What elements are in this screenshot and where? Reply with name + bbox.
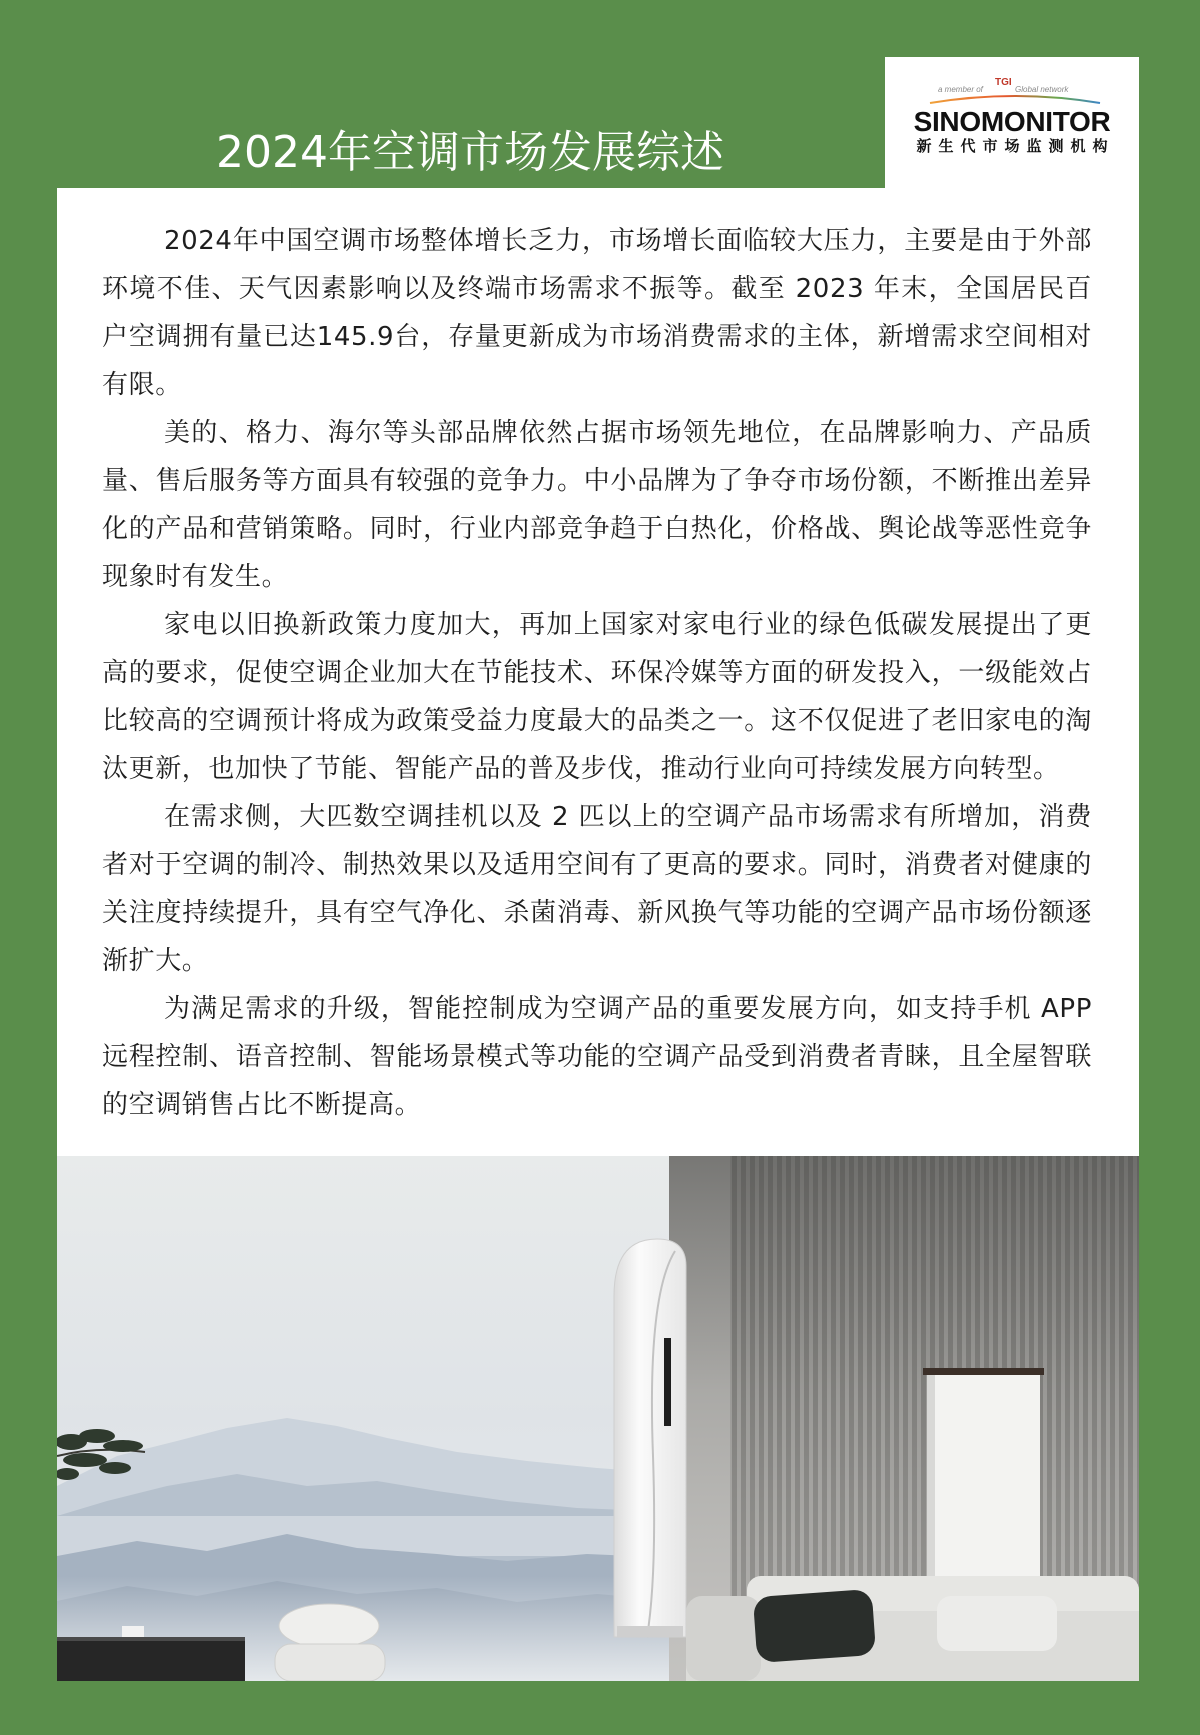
- paragraph-brand-competition: 美的、格力、海尔等头部品牌依然占据市场领先地位，在品牌影响力、产品质量、售后服务等方面具有较强的竞争力。中小品牌为了争夺市场份额，不断推出差异化的产品和营销策略。同时，行业内部竞争趋于白热化，价格战、舆论战等恶性竞争现象时有发生。: [102, 418, 1092, 592]
- page-title: 2024年空调市场发展综述: [216, 127, 724, 179]
- paragraph-smart-control: 为满足需求的升级，智能控制成为空调产品的重要发展方向，如支持手机 APP 远程控制、语音控制、智能场景模式等功能的空调产品受到消费者青睐，且全屋智联的空调销售占比不断提高。: [102, 994, 1092, 1120]
- table-ornament: [122, 1626, 144, 1637]
- light-cushion: [937, 1596, 1057, 1651]
- dark-table: [57, 1637, 245, 1681]
- sinomonitor-logo: [885, 57, 1139, 188]
- logo-swoosh-arc: [930, 96, 1100, 103]
- article-body: [57, 188, 1139, 1156]
- white-cabinet: [923, 1368, 1044, 1593]
- table-top-edge: [57, 1637, 245, 1641]
- logo-tagline-prefix: a member of: [938, 85, 983, 94]
- floor-standing-air-conditioner: [614, 1239, 686, 1637]
- white-sofa: [686, 1576, 1139, 1681]
- cabinet-top: [923, 1368, 1044, 1375]
- logo-tgi-mark: TGI: [995, 77, 1012, 88]
- logo-brand-name: SINOMONITOR: [913, 106, 1111, 137]
- ac-base: [617, 1626, 683, 1637]
- air-conditioner-photo: [57, 1156, 1139, 1681]
- paragraph-demand-side: 在需求侧，大匹数空调挂机以及 2 匹以上的空调产品市场需求有所增加，消费者对于空调的制冷、制热效果以及适用空间有了更高的要求。同时，消费者对健康的关注度持续提升，具有空气净化、杀菌消毒、新风换气等功能的空调产品市场份额逐渐扩大。: [102, 802, 1092, 976]
- logo-tagline-network: Global network: [1015, 85, 1069, 94]
- logo-brand-subtitle: 新生代市场监测机构: [916, 137, 1115, 155]
- paragraph-policy: 家电以旧换新政策力度加大，再加上国家对家电行业的绿色低碳发展提出了更高的要求，促使空调企业加大在节能技术、环保冷媒等方面的研发投入，一级能效占比较高的空调预计将成为政策受益力度最大的品类之一。这不仅促进了老旧家电的淘汰更新，也加快了节能、智能产品的普及步伐，推动行业向可持续发展方向转型。: [102, 610, 1092, 784]
- sofa-arm: [686, 1596, 761, 1681]
- living-room-scene: [57, 1156, 1139, 1681]
- paragraph-market-overview: 2024年中国空调市场整体增长乏力，市场增长面临较大压力，主要是由于外部环境不佳、天气因素影响以及终端市场需求不振等。截至 2023 年末，全国居民百户空调拥有量已达145.9台，存量更新成为市场消费需求的主体，新增需求空间相对有限。: [102, 226, 1092, 400]
- ac-display-slit: [664, 1338, 671, 1426]
- dark-cushion: [753, 1589, 876, 1663]
